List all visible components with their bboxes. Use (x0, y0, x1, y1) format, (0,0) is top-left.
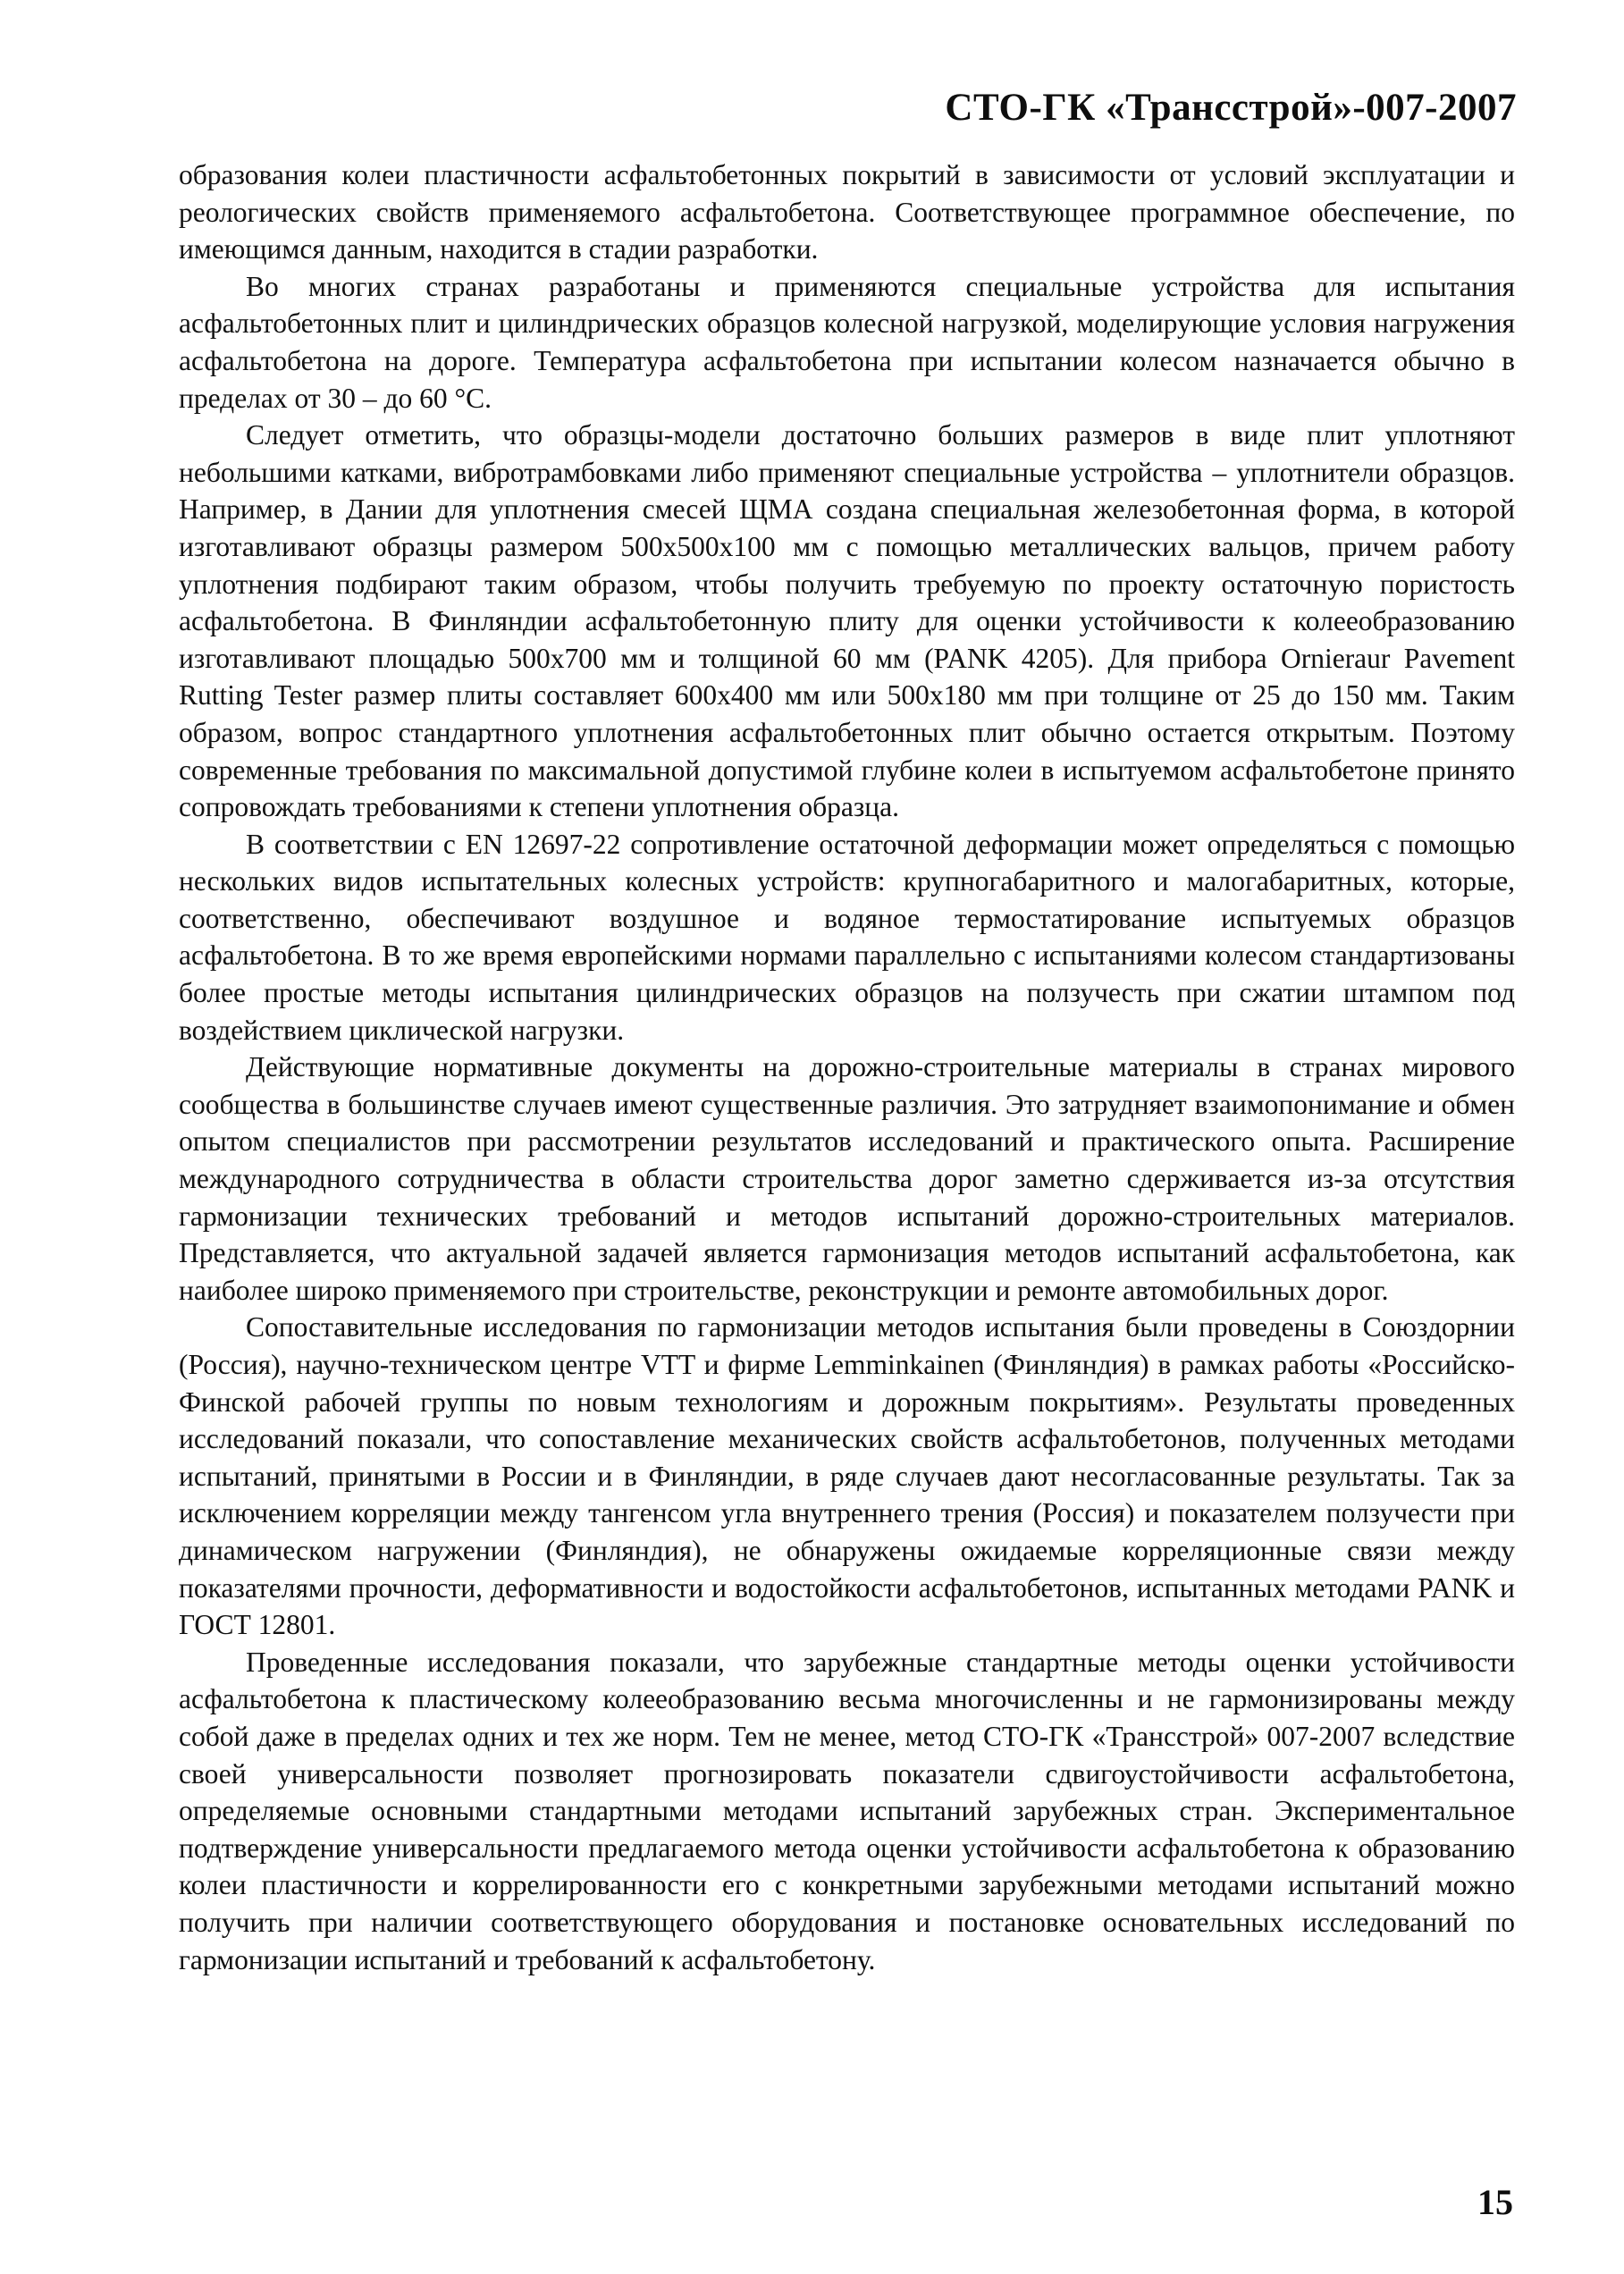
paragraph-3: Следует отметить, что образцы-модели достаточно больших размеров в виде плит уплотняют небольшими катками, вибротрамбовками либо применяют специальные устройства – уплотнители образцов. Например, в Дании для уплотнения смесей ЩМА создана специальная железобетонная форма, в которой изготавливают образцы размером 500х500х100 мм с помощью металлических вальцов, причем работу уплотнения подбирают таким образом, чтобы получить требуемую по проекту остаточную пористость асфальтобетона. В Финляндии асфальтобетонную плиту для оценки устойчивости к колееобразованию изготавливают площадью 500х700 мм и толщиной 60 мм (PANK 4205). Для прибора Ornieraur Pavement Rutting Tester размер плиты составляет 600х400 мм или 500х180 мм при толщине от 25 до 150 мм. Таким образом, вопрос стандартного уплотнения асфальтобетонных плит обычно остается открытым. Поэтому современные требования по максимальной допустимой глубине колеи в испытуемом асфальтобетоне принято сопровождать требованиями к степени уплотнения образца. (179, 419, 1515, 823)
page-number: 15 (1477, 2182, 1513, 2222)
document-header: СТО-ГК «Трансстрой»-007-2007 (945, 87, 1517, 129)
document-body (179, 156, 1515, 1978)
paragraph-6: Сопоставительные исследования по гармонизации методов испытания были проведены в Союздорнии (Россия), научно-техническом центре VTT и фирме Lemminkainen (Финляндия) в рамках работы «Российско-Финской рабочей группы по новым технологиям и дорожным покрытиям». Результаты проведенных исследований показали, что сопоставление механических свойств асфальтобетонов, полученных методами испытаний, принятыми в России и в Финляндии, в ряде случаев дают несогласованные результаты. Так за исключением корреляции между тангенсом угла внутреннего трения (Россия) и показателем ползучести при динамическом нагружении (Финляндия), не обнаружены ожидаемые корреляционные связи между показателями прочности, деформативности и водостойкости асфальтобетонов, испытанных методами PANK и ГОСТ 12801. (179, 1311, 1515, 1641)
paragraph-2: Во многих странах разработаны и применяются специальные устройства для испытания асфальтобетонных плит и цилиндрических образцов колесной нагрузкой, моделирующие условия нагружения асфальтобетона на дороге. Температура асфальтобетона при испытании колесом назначается обычно в пределах от 30 – до 60 °С. (179, 270, 1515, 414)
paragraph-1: образования колеи пластичности асфальтобетонных покрытий в зависимости от условий эксплуатации и реологических свойств применяемого асфальтобетона. Соответствующее программное обеспечение, по имеющимся данным, находится в стадии разработки. (179, 159, 1515, 265)
paragraph-7: Проведенные исследования показали, что зарубежные стандартные методы оценки устойчивости асфальтобетона к пластическому колееобразованию весьма многочисленны и не гармонизированы между собой даже в пределах одних и тех же норм. Тем не менее, метод СТО-ГК «Трансстрой» 007-2007 вследствие своей универсальности позволяет прогнозировать показатели сдвигоустойчивости асфальтобетона, определяемые основными стандартными методами испытаний зарубежных стран. Экспериментальное подтверждение универсальности предлагаемого метода оценки устойчивости асфальтобетона к образованию колеи пластичности и коррелированности его с конкретными зарубежными методами испытаний можно получить при наличии соответствующего оборудования и постановке основательных исследований по гармонизации испытаний и требований к асфальтобетону. (179, 1646, 1515, 1975)
paragraph-4: В соответствии с EN 12697-22 сопротивление остаточной деформации может определяться с помощью нескольких видов испытательных колесных устройств: крупногабаритного и малогабаритных, которые, соответственно, обеспечивают воздушное и водяное термостатирование испытуемых образцов асфальтобетона. В то же время европейскими нормами параллельно с испытаниями колесом стандартизованы более простые методы испытания цилиндрических образцов на ползучесть при сжатии штампом под воздействием циклической нагрузки. (179, 828, 1515, 1046)
paragraph-5: Действующие нормативные документы на дорожно-строительные материалы в странах мирового сообщества в большинстве случаев имеют существенные различия. Это затрудняет взаимопонимание и обмен опытом специалистов при рассмотрении результатов исследований и практического опыта. Расширение международного сотрудничества в области строительства дорог заметно сдерживается из-за отсутствия гармонизации технических требований и методов испытаний дорожно-строительных материалов. Представляется, что актуальной задачей является гармонизация методов испытаний асфальтобетона, как наиболее широко применяемого при строительстве, реконструкции и ремонте автомобильных дорог. (179, 1051, 1515, 1306)
